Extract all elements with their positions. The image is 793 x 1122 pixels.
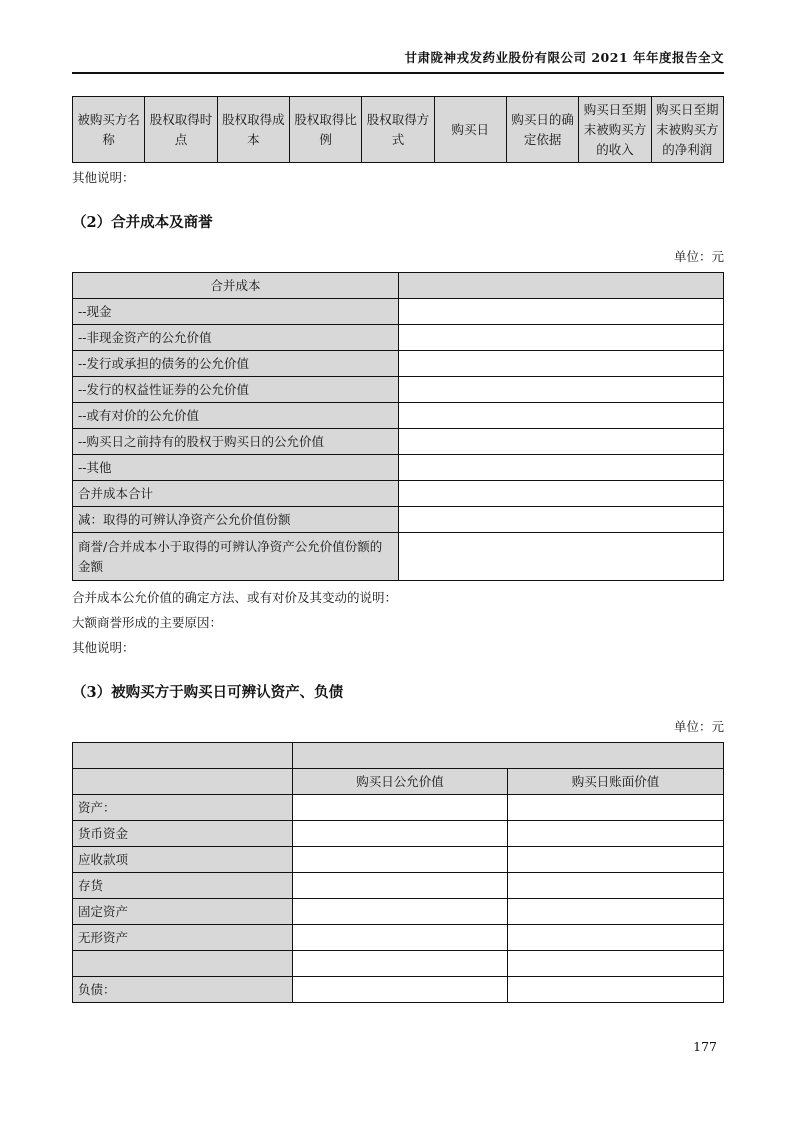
value-cell [293,977,508,1003]
column-header-cell: 购买日至期末被购买方的收入 [579,97,651,163]
table-row [73,899,724,925]
table-row [73,403,724,429]
table-row [73,847,724,873]
column-header-cell: 购买日至期末被购买方的净利润 [651,97,723,163]
table-row [73,507,724,533]
row-label-cell: --购买日之前持有的股权于购买日的公允价值 [73,429,399,455]
value-cell [508,821,724,847]
row-label-cell: --非现金资产的公允价值 [73,325,399,351]
note-line: 其他说明： [72,640,135,655]
table-row [73,481,724,507]
value-cell [293,899,508,925]
value-cell [399,377,724,403]
row-label-cell: 固定资产 [73,899,293,925]
row-label-cell: 负债： [73,977,293,1003]
table-row [73,325,724,351]
value-cell [508,847,724,873]
identifiable-assets-table [72,742,724,1003]
value-cell [508,795,724,821]
row-label-cell: --发行或承担的债务的公允价值 [73,351,399,377]
value-cell [399,455,724,481]
value-cell [508,873,724,899]
value-cell [293,873,508,899]
value-cell [293,821,508,847]
row-label-cell: 货币资金 [73,821,293,847]
table-title-cell: 合并成本 [73,273,399,299]
row-label-cell: 合并成本合计 [73,481,399,507]
column-header-cell: 购买日账面价值 [508,769,724,795]
value-cell [399,429,724,455]
table-row [73,377,724,403]
column-header-cell: 股权取得方式 [362,97,434,163]
column-header-cell: 被购买方名称 [73,97,145,163]
row-label-cell: 减：取得的可辨认净资产公允价值份额 [73,507,399,533]
section-3-heading: （3）被购买方于购买日可辨认资产、负债 [72,684,344,701]
note-line: 大额商誉形成的主要原因： [72,615,223,630]
value-cell [399,351,724,377]
note-line: 合并成本公允价值的确定方法、或有对价及其变动的说明： [72,590,398,605]
row-label-cell: 存货 [73,873,293,899]
corner-cell [73,769,293,795]
table-row [73,977,724,1003]
merged-header-cell [293,743,724,769]
merge-cost-table [72,272,724,581]
table-header-row [73,97,724,163]
value-cell [508,951,724,977]
column-header-cell: 股权取得成本 [217,97,289,163]
value-cell [399,325,724,351]
value-cell [293,795,508,821]
header-title: 甘肃陇神戎发药业股份有限公司 2021 年年度报告全文 [404,50,724,65]
section-2-heading: （2）合并成本及商誉 [72,214,213,231]
value-cell [508,899,724,925]
table-header-row [73,743,724,769]
row-label-cell: 无形资产 [73,925,293,951]
value-cell [293,925,508,951]
other-note: 其他说明： [72,170,135,185]
row-label-cell: 商誉/合并成本小于取得的可辨认净资产公允价值份额的金额 [73,533,399,581]
value-cell [508,977,724,1003]
value-header-cell [399,273,724,299]
table-row [73,925,724,951]
table-row [73,429,724,455]
table-header-row [73,769,724,795]
row-label-cell [73,951,293,977]
value-cell [508,925,724,951]
unit-label: 单位：元 [673,719,724,734]
table-row [73,821,724,847]
column-header-cell: 股权取得时点 [145,97,217,163]
row-label-cell: 资产： [73,795,293,821]
table-row [73,873,724,899]
value-cell [399,507,724,533]
table-row [73,455,724,481]
unit-label: 单位：元 [673,249,724,264]
row-label-cell: 应收款项 [73,847,293,873]
page-number: 177 [693,1039,717,1054]
table-row [73,951,724,977]
value-cell [399,403,724,429]
column-header-cell: 购买日 [434,97,506,163]
value-cell [293,847,508,873]
row-label-cell: --或有对价的公允价值 [73,403,399,429]
column-header-cell: 购买日公允价值 [293,769,508,795]
corner-cell [73,743,293,769]
table-header-row [73,273,724,299]
table-row [73,351,724,377]
acquisition-info-table [72,96,724,163]
table-row [73,533,724,581]
row-label-cell: --其他 [73,455,399,481]
value-cell [399,481,724,507]
column-header-cell: 购买日的确定依据 [506,97,578,163]
row-label-cell: --发行的权益性证券的公允价值 [73,377,399,403]
table-row [73,299,724,325]
table-row [73,795,724,821]
value-cell [399,533,724,581]
row-label-cell: --现金 [73,299,399,325]
column-header-cell: 股权取得比例 [289,97,361,163]
header-divider [72,72,724,74]
value-cell [399,299,724,325]
value-cell [293,951,508,977]
